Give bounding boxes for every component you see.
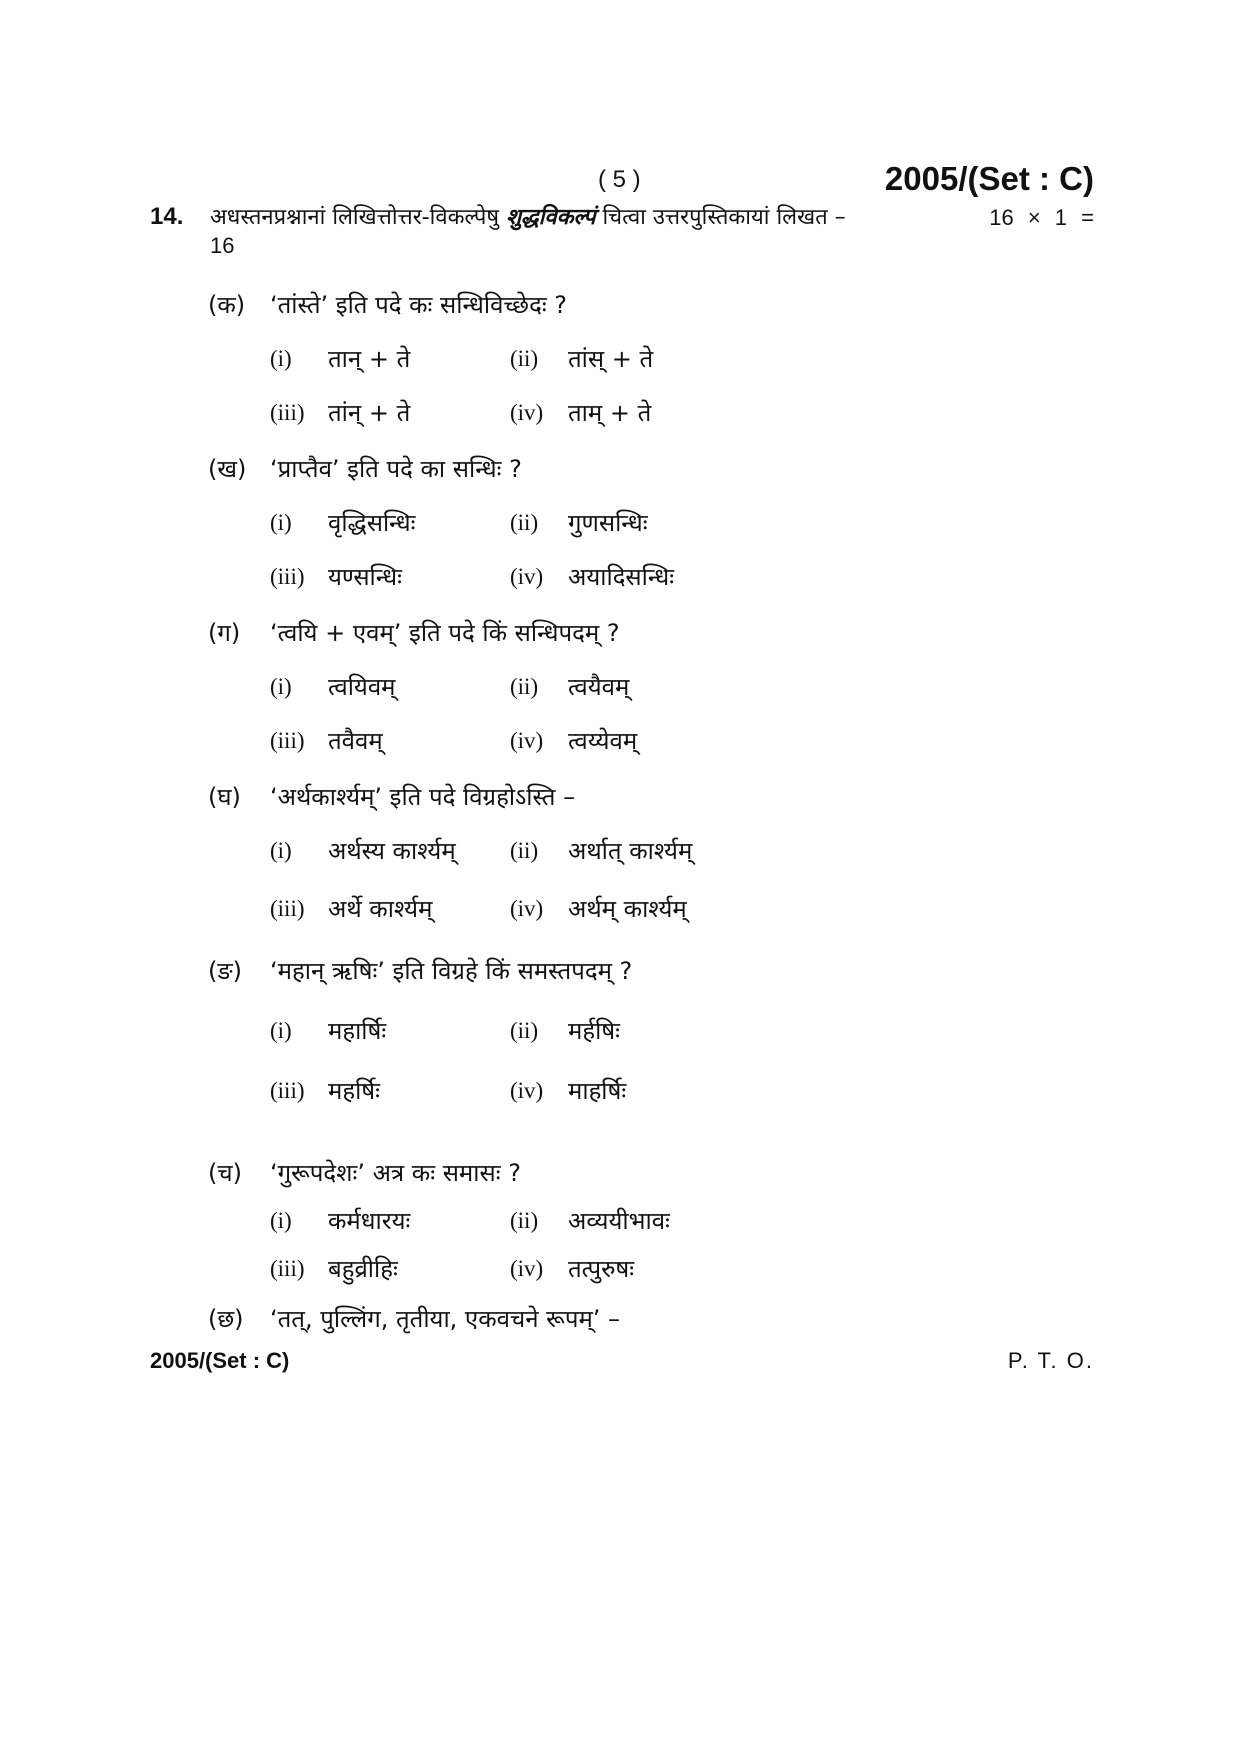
option-number: (i) [270,346,292,371]
subquestion-label: (ग) [208,619,241,647]
subquestion-text: ‘तांस्ते’ इति पदे कः सन्धिविच्छेदः ? [270,291,568,319]
option-number: (iv) [510,400,544,425]
option-text: अर्थम् कार्श्यम् [568,895,687,923]
option-text: महार्षिः [328,1017,387,1045]
set-code-footer: 2005/(Set : C) [150,1348,290,1373]
option-text: अर्थे कार्श्यम् [328,895,433,923]
option-number: (ii) [510,1018,539,1043]
instruction-emphasis: शुद्धविकल्पं [506,205,596,230]
option-text: महर्षिः [328,1077,381,1105]
subquestion-text: ‘तत्, पुल्लिंग, तृतीया, एकवचने रूपम्’ – [270,1305,621,1333]
option-number: (iv) [510,1256,544,1281]
subquestion-label: (क) [208,291,246,319]
option-number: (ii) [510,510,539,535]
page-number: ( 5 ) [598,166,641,193]
option-text: त्वय्येवम् [568,727,638,755]
option-number: (iv) [510,728,544,753]
subquestion-label: (ख) [208,455,247,483]
option-number: (i) [270,1208,292,1233]
option-number: (iv) [510,1078,544,1103]
option-text: मर्हषिः [568,1017,621,1045]
instruction-text-end: चित्वा उत्तरपुस्तिकायां लिखत – [595,205,846,230]
pto-label: P. T. O. [1007,1348,1094,1373]
set-code-header: 2005/(Set : C) [884,160,1094,197]
option-text: तान् + ते [328,345,411,373]
option-text: बहुव्रीहिः [328,1255,398,1283]
option-text: अर्थात् कार्श्यम् [568,837,693,865]
option-text: तांस् + ते [568,345,654,373]
option-number: (iii) [270,1256,305,1281]
subquestion-text: ‘प्राप्तैव’ इति पदे का सन्धिः ? [270,455,522,483]
instruction-text-start: अधस्तनप्रश्नानां लिखित्तोत्तर-विकल्पेषु [210,205,507,230]
subquestion-label: (ङ) [208,957,243,985]
option-text: अयादिसन्धिः [568,563,675,591]
subquestion-label: (च) [208,1159,242,1187]
option-text: ताम् + ते [568,399,652,427]
question-total: 16 [210,233,235,258]
option-text: अर्थस्य कार्श्यम् [328,837,456,865]
option-number: (ii) [510,346,539,371]
option-text: यण्सन्धिः [328,563,403,591]
subquestion-text: ‘त्वयि + एवम्’ इति पदे किं सन्धिपदम् ? [270,619,620,647]
question-instruction [210,201,846,231]
option-number: (ii) [510,674,539,699]
subquestion-text: ‘अर्थकार्श्यम्’ इति पदे विग्रहोऽस्ति – [270,783,576,811]
option-number: (i) [270,674,292,699]
option-text: त्वयिवम् [328,673,396,701]
subquestion-text: ‘महान् ऋषिः’ इति विग्रहे किं समस्तपदम् ? [270,957,633,985]
option-text: तवैवम् [328,727,383,755]
option-text: वृद्धिसन्धिः [328,509,416,537]
option-number: (i) [270,838,292,863]
option-text: त्वयैवम् [568,673,630,701]
option-number: (i) [270,510,292,535]
question-marks: 16 × 1 = [989,205,1094,230]
option-text: तत्पुरुषः [568,1255,635,1283]
option-number: (i) [270,1018,292,1043]
option-text: तांन् + ते [328,399,411,427]
question-number: 14. [150,203,184,230]
option-text: कर्मधारयः [328,1207,411,1235]
option-number: (iv) [510,564,544,589]
option-number: (iii) [270,896,305,921]
option-number: (iii) [270,728,305,753]
option-number: (iii) [270,1078,305,1103]
option-number: (ii) [510,838,539,863]
option-number: (iii) [270,400,305,425]
subquestion-text: ‘गुरूपदेशः’ अत्र कः समासः ? [270,1159,521,1187]
subquestion-label: (घ) [208,783,241,811]
option-number: (ii) [510,1208,539,1233]
option-number: (iv) [510,896,544,921]
option-number: (iii) [270,564,305,589]
option-text: माहर्षिः [568,1077,627,1105]
option-text: अव्ययीभावः [568,1207,670,1235]
subquestion-label: (छ) [208,1305,244,1333]
option-text: गुणसन्धिः [568,509,648,537]
